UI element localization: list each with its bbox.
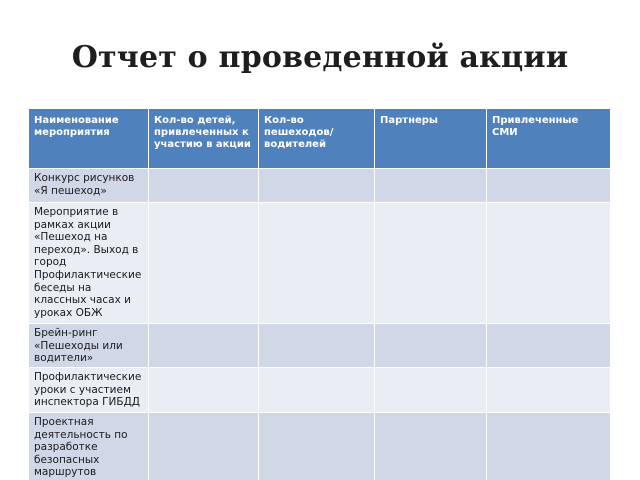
table-cell-media [487,324,611,368]
table-cell-media [487,368,611,413]
table-header-row [29,109,611,169]
table-row [29,324,611,368]
column-header-event-name: Наименование мероприятия [29,109,149,169]
table-cell-partners [375,413,487,480]
table-cell-event-name: Профилактические уроки с участием инспектора ГИБДД [29,368,149,413]
table-cell-pedestrians-drivers-count [259,203,375,324]
table-cell-children-count [149,368,259,413]
column-header-partners: Партнеры [375,109,487,169]
page-title: Отчет о проведенной акции [71,40,569,75]
column-header-children-count: Кол-во детей, привлеченных к участию в акции [149,109,259,169]
table-cell-pedestrians-drivers-count [259,413,375,480]
table-cell-children-count [149,324,259,368]
table-row [29,368,611,413]
report-table [28,108,611,480]
table-row [29,169,611,203]
column-header-media: Привлеченные СМИ [487,109,611,169]
table-cell-partners [375,368,487,413]
table-row [29,203,611,324]
table-cell-partners [375,169,487,203]
table-cell-children-count [149,169,259,203]
table-cell-children-count [149,203,259,324]
table-cell-pedestrians-drivers-count [259,324,375,368]
table-row [29,413,611,480]
table-cell-media [487,413,611,480]
table-cell-event-name: Мероприятие в рамках акции «Пешеход на переход». Выход в город Профилактические беседы на классных часах и уроках ОБЖ [29,203,149,324]
table-cell-partners [375,324,487,368]
table-cell-partners [375,203,487,324]
table-cell-pedestrians-drivers-count [259,368,375,413]
table-cell-event-name: Конкурс рисунков «Я пешеход» [29,169,149,203]
table-cell-pedestrians-drivers-count [259,169,375,203]
table-cell-event-name: Брейн-ринг «Пешеходы или водители» [29,324,149,368]
table-cell-media [487,203,611,324]
table-cell-children-count [149,413,259,480]
table-cell-event-name: Проектная деятельность по разработке безопасных маршрутов [29,413,149,480]
column-header-pedestrians-drivers-count: Кол-во пешеходов/водителей [259,109,375,169]
table-cell-media [487,169,611,203]
